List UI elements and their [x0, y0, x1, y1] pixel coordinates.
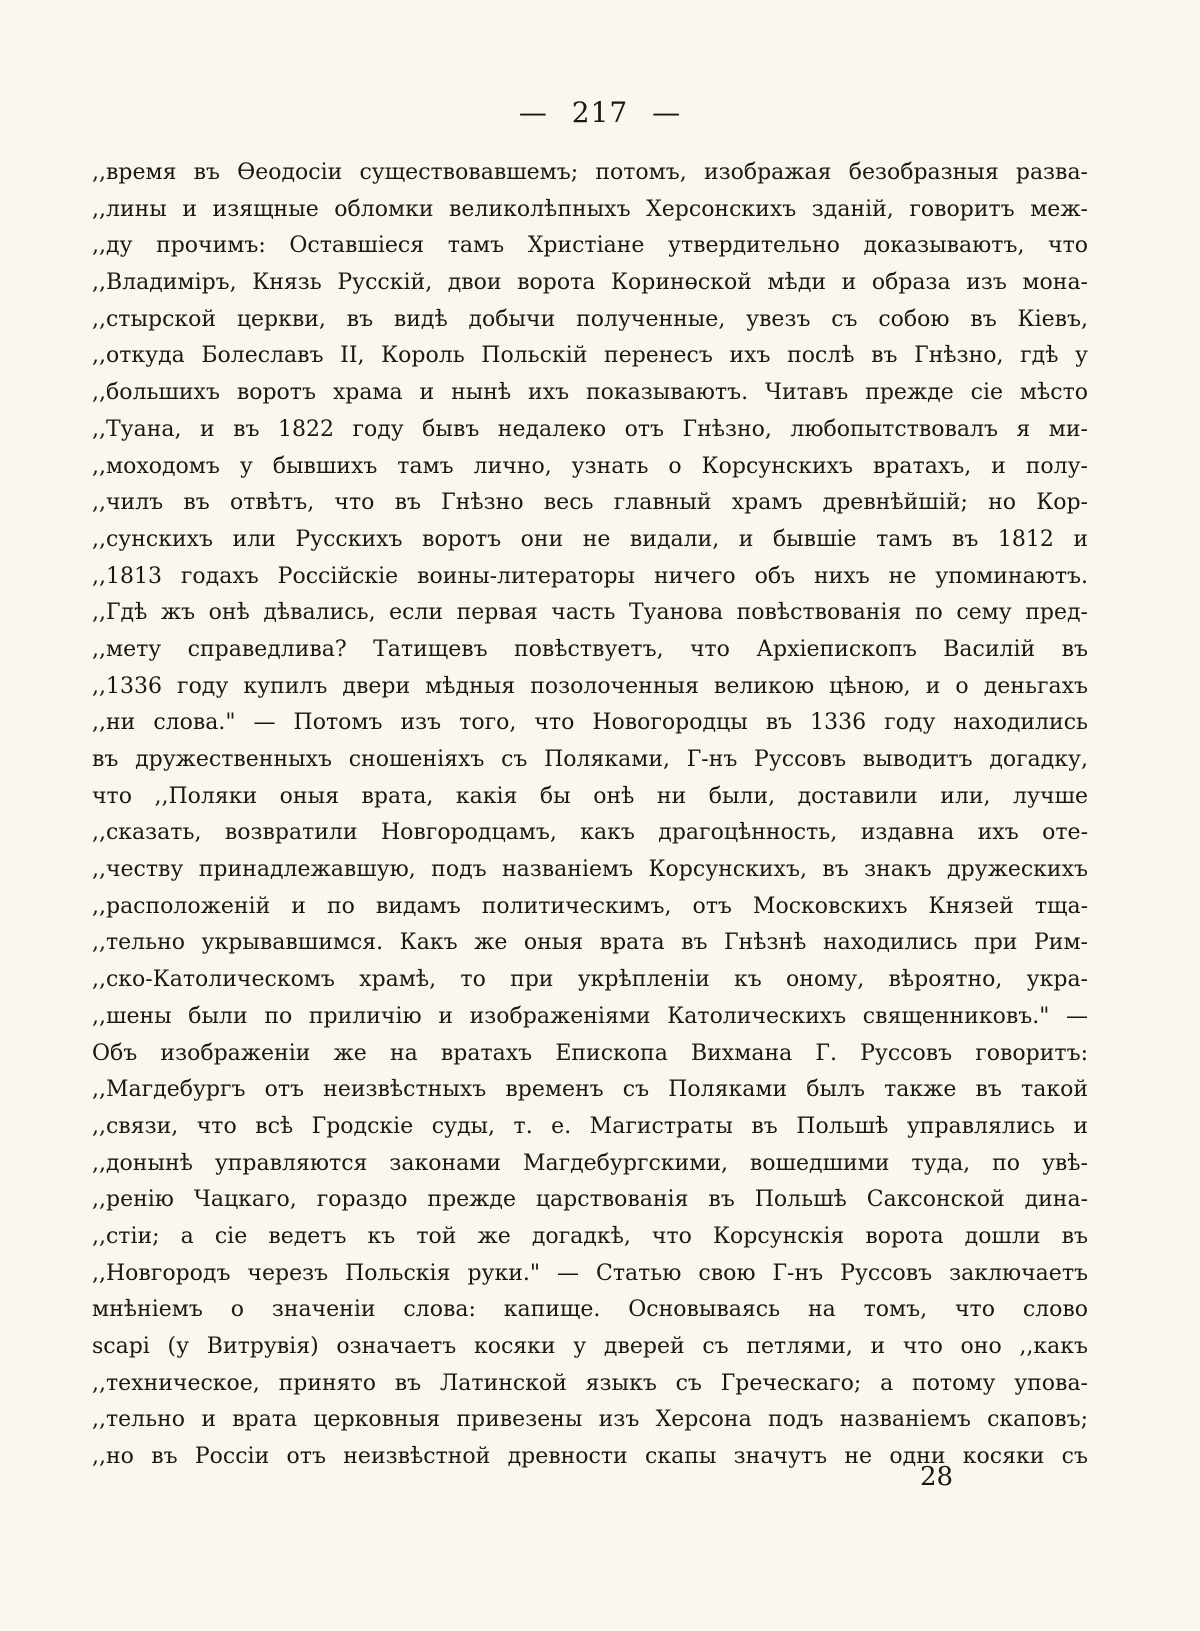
- text-line: ,,1336 году купилъ двери мѣдныя позолоченныя великою цѣною, и о деньгахъ: [92, 673, 1088, 699]
- text-line: ,,ренію Чацкаго, гораздо прежде царствованія въ Польшѣ Саксонской дина-: [92, 1187, 1088, 1213]
- text-line: мнѣніемъ о значеніи слова: капище. Основываясь на томъ, что слово: [92, 1297, 1088, 1323]
- text-line: ,,стіи; а сіе ведетъ къ той же догадкѣ, что Корсунскія ворота дошли въ: [92, 1223, 1088, 1249]
- text-line: ,,чилъ въ отвѣтъ, что въ Гнѣзно весь главный храмъ древнѣйшій; но Кор-: [92, 490, 1088, 516]
- header-dash-left: —: [518, 96, 548, 129]
- text-line: ,,донынѣ управляются законами Магдебургскими, вошедшими туда, по увѣ-: [92, 1150, 1088, 1176]
- text-line: ,,сунскихъ или Русскихъ воротъ они не видали, и бывшіе тамъ въ 1812 и: [92, 526, 1088, 552]
- header-dash-right: —: [652, 96, 682, 129]
- text-line: ,,1813 годахъ Россійскіе воины-литераторы ничего объ нихъ не упоминаютъ.: [92, 563, 1088, 589]
- text-line: ,,моходомъ у бывшихъ тамъ лично, узнать о Корсунскихъ вратахъ, и полу-: [92, 453, 1088, 479]
- text-line: ,,время въ Өеодосіи существовавшемъ; потомъ, изображая безобразныя разва-: [92, 160, 1088, 185]
- page-number: 217: [571, 96, 629, 129]
- text-line: ,,техническое, принято въ Латинской языкъ съ Греческаго; а потому упова-: [92, 1370, 1088, 1396]
- text-line: ,,но въ Россіи отъ неизвѣстной древности скапы значутъ не одни косяки съ: [92, 1444, 1088, 1470]
- text-line: ,,ско-Католическомъ храмѣ, то при укрѣпленіи къ оному, вѣроятно, укра-: [92, 967, 1088, 993]
- text-line: ,,Владиміръ, Князь Русскій, двои ворота Коринөской мѣди и образа изъ мона-: [92, 270, 1088, 296]
- text-line: ,,стырской церкви, въ видѣ добычи полученные, увезъ съ собою въ Кіевъ,: [92, 306, 1088, 332]
- signature-mark: 28: [920, 1462, 954, 1492]
- text-line: ,,мету справедлива? Татищевъ повѣствуетъ, что Архіепископъ Василій въ: [92, 636, 1088, 662]
- text-line: ,,лины и изящные обломки великолѣпныхъ Херсонскихъ зданій, говоритъ меж-: [92, 196, 1088, 222]
- text-line: Объ изображеніи же на вратахъ Епископа Вихмана Г. Руссовъ говоритъ:: [92, 1040, 1088, 1066]
- text-line: ,,ни слова." — Потомъ изъ того, что Новогородцы въ 1336 году находились: [92, 710, 1088, 736]
- text-line: ,,откуда Болеславъ II, Король Польскій перенесъ ихъ послѣ въ Гнѣзно, гдѣ у: [92, 343, 1088, 369]
- text-line: ,,тельно и врата церковныя привезены изъ Херсона подъ названіемъ скаповъ;: [92, 1407, 1088, 1433]
- text-line: ,,Магдебургъ отъ неизвѣстныхъ временъ съ Поляками былъ также въ такой: [92, 1077, 1088, 1103]
- text-line: ,,тельно укрывавшимся. Какъ же оныя врата въ Гнѣзнѣ находились при Рим-: [92, 930, 1088, 956]
- page-header: [0, 96, 1200, 129]
- text-line: ,,связи, что всѣ Гродскіе суды, т. е. Магистраты въ Польшѣ управлялись и: [92, 1113, 1088, 1139]
- text-line: ,,Гдѣ жъ онѣ дѣвались, если первая часть Туанова повѣствованія по сему пред-: [92, 600, 1088, 626]
- text-line: ,,честву принадлежавшую, подъ названіемъ Корсунскихъ, въ знакъ дружескихъ: [92, 857, 1088, 883]
- text-line: что ,,Поляки оныя врата, какія бы онѣ ни были, доставили или, лучше: [92, 783, 1088, 809]
- text-line: ,,расположеній и по видамъ политическимъ, отъ Московскихъ Князей тща-: [92, 893, 1088, 919]
- text-line: ,,шены были по приличію и изображеніями Католическихъ священниковъ." —: [92, 1003, 1088, 1029]
- body-text: [92, 155, 1088, 1476]
- text-line: ,,большихъ воротъ храма и нынѣ ихъ показываютъ. Читавъ прежде сіе мѣсто: [92, 380, 1088, 406]
- text-line: ,,сказать, возвратили Новгородцамъ, какъ драгоцѣнность, издавна ихъ оте-: [92, 820, 1088, 846]
- text-line: ,,ду прочимъ: Оставшіеся тамъ Христіане утвердительно доказываютъ, что: [92, 233, 1088, 259]
- text-line: scapi (у Витрувія) означаетъ косяки у дверей съ петлями, и что оно ,,какъ: [92, 1334, 1088, 1359]
- text-line: ,,Новгородъ черезъ Польскія руки." — Статью свою Г-нъ Руссовъ заключаетъ: [92, 1260, 1088, 1286]
- text-line: ,,Туана, и въ 1822 году бывъ недалеко отъ Гнѣзно, любопытствовалъ я ми-: [92, 416, 1088, 442]
- text-line: въ дружественныхъ сношеніяхъ съ Поляками, Г-нъ Руссовъ выводитъ догадку,: [92, 747, 1088, 772]
